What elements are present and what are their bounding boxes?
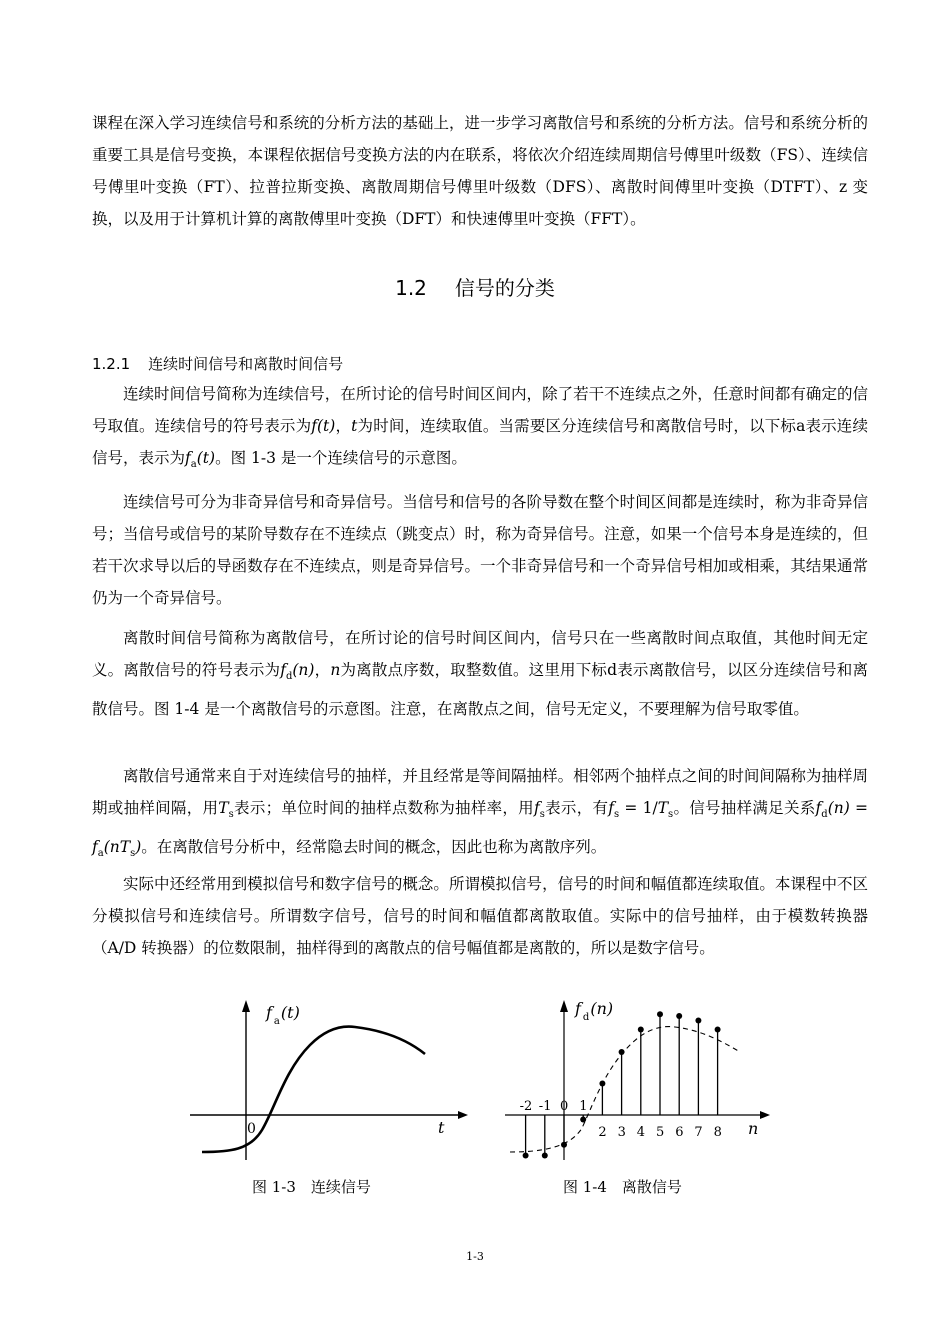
stem-point-n0	[561, 1142, 567, 1148]
tick-label-n-1: -1	[538, 1099, 552, 1114]
paragraph-singular-signal: 连续信号可分为非奇异信号和奇异信号。当信号和信号的各阶导数在整个时间区间都是连续时，称为非奇异信号；当信号或信号的某阶导数存在不连续点（跳变点）时，称为奇异信号。注意，如果一个信号本身是连续的，但若干次求导以后的导函数存在不连续点，则是奇异信号。一个非奇异信号和一个奇异信号相加或相乘，其结果通常仍为一个奇异信号。	[92, 493, 868, 607]
math-fa: f	[185, 449, 191, 467]
stem-point-n8	[715, 1027, 721, 1033]
paragraph-sampling	[92, 760, 868, 870]
math-sub: s	[539, 809, 545, 821]
tick-label-n4: 4	[636, 1125, 646, 1140]
math-f: f	[92, 838, 98, 857]
paragraph-analog-digital: 实际中还经常用到模拟信号和数字信号的概念。所谓模拟信号，信号的时间和幅值都连续取值。本课程中不区分模拟信号和连续信号。所谓数字信号，信号的时间和幅值都离散取值。实际中的信号抽样，由于模数转换器（A/D 转换器）的位数限制，抽样得到的离散点的信号幅值都是离散的，所以是数字信号。	[92, 875, 868, 957]
x-axis-arrow	[458, 1111, 468, 1119]
tick-label-group	[520, 1099, 722, 1140]
text: 为时间，连续取值。当需要区分连续信号和离散信号时，以下标	[357, 417, 797, 435]
paragraph-discrete-signal	[92, 622, 868, 725]
math-sub: s	[668, 809, 674, 821]
stem-point-n-1	[542, 1153, 548, 1159]
math-T: T	[657, 799, 669, 817]
section-title: 信号的分类	[454, 276, 555, 300]
text: 表示，有	[544, 799, 609, 817]
stem-point-n3	[619, 1049, 625, 1055]
x-label: n	[748, 1119, 759, 1138]
math-f: f	[815, 799, 822, 817]
stem-point-n2	[599, 1081, 605, 1087]
tick-label-n0: 0	[560, 1099, 569, 1114]
math-op: = 1/	[619, 799, 658, 817]
text: 为离散点序数，取整数值。这里用下标	[340, 661, 608, 679]
math-arg: (n)	[292, 661, 315, 679]
text: 。图 1-3 是一个连续信号的示意图。	[215, 449, 467, 467]
y-axis-arrow	[242, 1000, 250, 1012]
tick-label-n-2: -2	[519, 1099, 533, 1114]
stem-point-n4	[638, 1027, 644, 1033]
figure-1-4-caption: 图 1-4 离散信号	[563, 1178, 682, 1196]
y-label: f $_a$(t)	[266, 1003, 300, 1027]
figure-1-3-caption: 图 1-3 连续信号	[252, 1178, 371, 1196]
math-f: f	[608, 799, 615, 817]
math-sub: a	[190, 459, 197, 471]
stem-point-n1	[580, 1117, 586, 1123]
math-op: (n) =	[827, 799, 868, 817]
math-sub: s	[130, 848, 136, 860]
text: 表示连续信号，表示为	[92, 417, 868, 467]
stem-point-n5	[657, 1011, 663, 1017]
stem-point-n6	[676, 1013, 682, 1019]
math-sub: a	[97, 848, 104, 860]
text: ，	[314, 661, 331, 679]
tick-label-n6: 6	[675, 1125, 684, 1140]
text: 连续时间信号简称为连续信号，在所讨论的信号时间区间内，除了若干不连续点之外，任意时间都有确定的信号取值。连续信号的符号表示为	[92, 385, 868, 435]
math-fd: f	[280, 661, 286, 679]
math-f: f	[533, 799, 540, 817]
stem-point-n-2	[523, 1153, 529, 1159]
paragraph-continuous-signal	[92, 378, 868, 481]
page-number: 1-3	[466, 1250, 484, 1263]
math-d: d	[607, 661, 618, 679]
math-sub: s	[614, 809, 620, 821]
intro-paragraph: 课程在深入学习连续信号和系统的分析方法的基础上，进一步学习离散信号和系统的分析方法。信号和系统分析的重要工具是信号变换，本课程依据信号变换方法的内在联系，将依次介绍连续周期信号傅里叶级数（FS）、连续信号傅里叶变换（FT）、拉普拉斯变换、离散周期信号傅里叶级数（DFS）、离散时间傅里叶变换（DTFT）、z 变换，以及用于计算机计算的离散傅里叶变换（DFT）和快速傅里叶变换（FFT）。	[92, 114, 868, 228]
text: 离散信号通常来自于对连续信号的抽样，并且经常是等间隔抽样。相邻两个抽样点之间的时间间隔称为抽样周期或抽样间隔，用	[92, 767, 868, 817]
text: 表示离散信号，以区分连续信号和离散信号。图 1-4 是一个离散信号的示意图。注意，在离散点之间，信号无定义，不要理解为信号取零值。	[92, 661, 868, 719]
section-heading	[0, 272, 950, 301]
math-t: t	[351, 417, 358, 435]
y-axis-arrow	[560, 1000, 568, 1012]
tick-label-n8: 8	[713, 1125, 722, 1140]
math-T: T	[218, 799, 229, 817]
math-ft: f(t)	[311, 417, 336, 435]
figure-continuous-signal	[180, 990, 470, 1170]
section-number: 1.2	[395, 276, 427, 300]
math-arg: )	[135, 838, 142, 857]
y-label: f $_d$(n)	[575, 999, 614, 1023]
math-sub: d	[821, 809, 828, 821]
x-label: t	[438, 1118, 445, 1137]
tick-label-n3: 3	[617, 1125, 626, 1140]
math-a: a	[796, 417, 806, 435]
tick-label-n1: 1	[579, 1099, 588, 1114]
text: ，	[335, 417, 352, 435]
origin-label: 0	[247, 1121, 256, 1137]
subsection-title: 连续时间信号和离散时间信号	[148, 355, 344, 373]
x-axis-arrow	[760, 1111, 770, 1119]
tick-label-n7: 7	[694, 1125, 703, 1140]
stem-point-n7	[695, 1018, 701, 1024]
math-sub: d	[285, 671, 293, 683]
text: 离散时间信号简称为离散信号，在所讨论的信号时间区间内，信号只在一些离散时间点取值，其他时间无定义。离散信号的符号表示为	[92, 629, 868, 679]
tick-label-n5: 5	[656, 1125, 665, 1140]
text: 。信号抽样满足关系	[673, 799, 816, 817]
text: 表示；单位时间的抽样点数称为抽样率，用	[233, 799, 534, 817]
math-n: n	[330, 661, 341, 679]
continuous-curve	[202, 1027, 425, 1152]
text: 。在离散信号分析中，经常隐去时间的概念，因此也称为离散序列。	[141, 838, 607, 857]
tick-label-n2: 2	[598, 1125, 607, 1140]
math-arg: (nT	[103, 838, 131, 857]
subsection-heading	[92, 353, 343, 374]
figure-discrete-signal	[500, 990, 780, 1170]
subsection-number: 1.2.1	[92, 355, 131, 373]
math-arg: (t)	[196, 449, 216, 467]
math-sub: s	[228, 809, 234, 821]
